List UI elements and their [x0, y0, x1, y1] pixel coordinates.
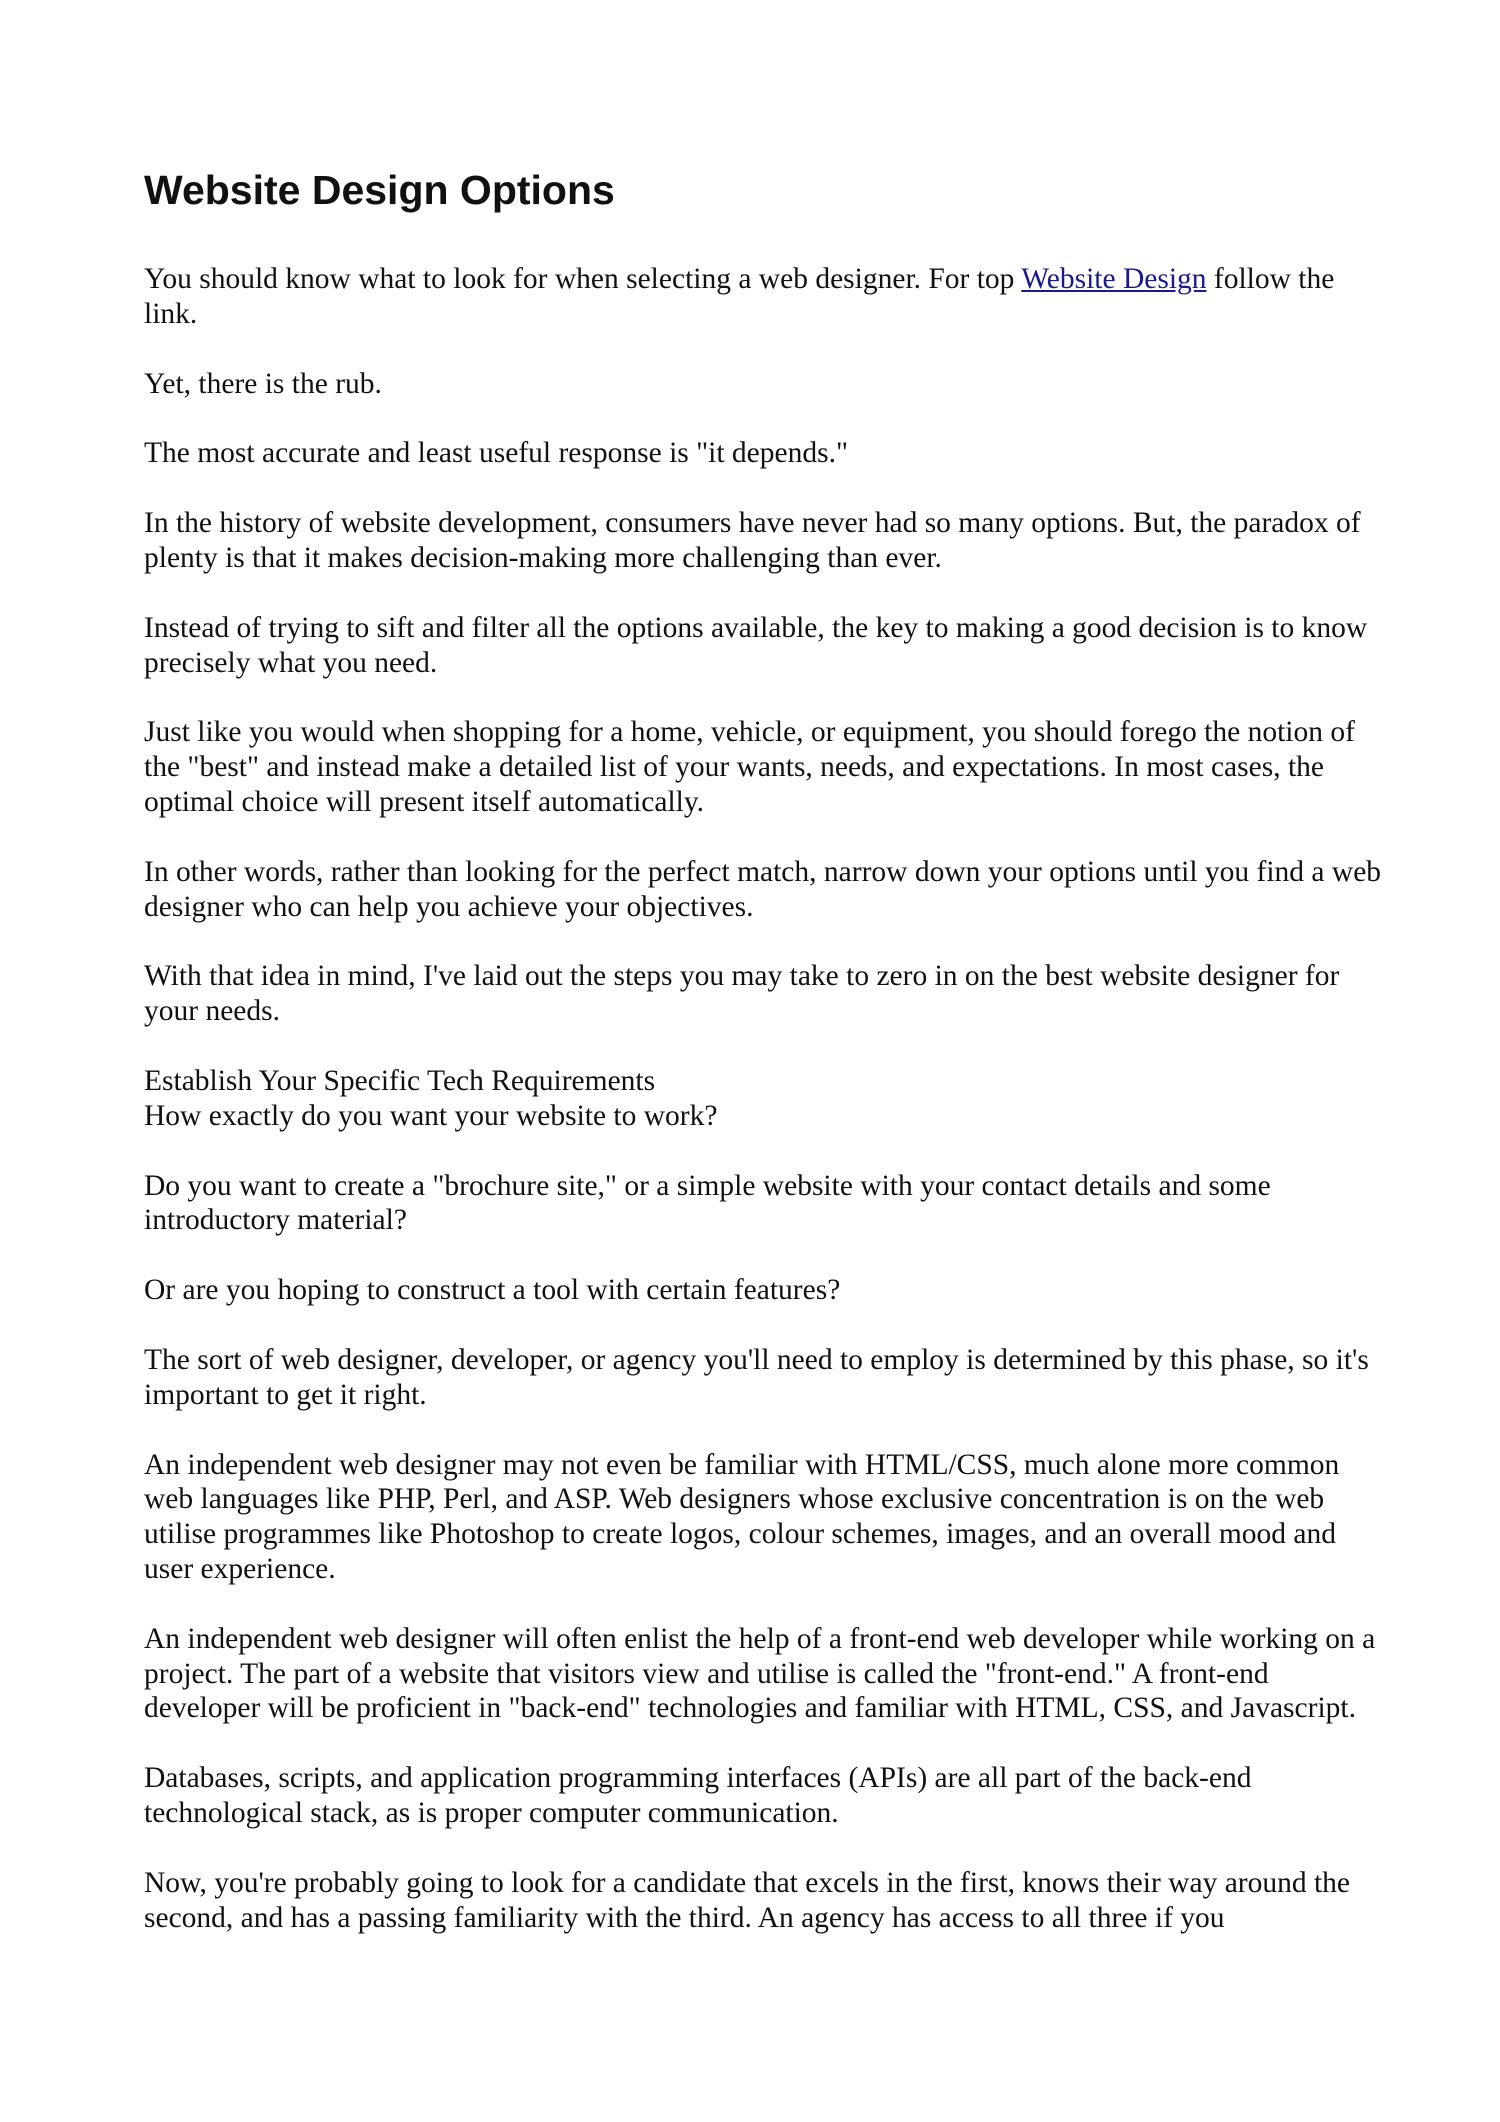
paragraph: An independent web designer will often enlist the help of a front-end web developer while working on a project. The part of a website that visitors view and utilise is called the "front-end." A front-end developer will be proficient in "back-end" technologies and familiar with HTML, CSS, and Javascript. [144, 1622, 1376, 1725]
paragraph: Just like you would when shopping for a home, vehicle, or equipment, you should forego the notion of the "best" and instead make a detailed list of your wants, needs, and expectations. In most cases, the optimal choice will present itself automatically. [144, 716, 1355, 819]
document-body [144, 168, 1384, 1970]
website-design-link[interactable]: Website Design [1021, 263, 1207, 296]
section-heading: Establish Your Specific Tech Requirements [144, 1065, 656, 1098]
paragraph: Now, you're probably going to look for a candidate that excels in the first, knows their way around the second, and has a passing familiarity with the third. An agency has access to all three if you [144, 1866, 1351, 1934]
paragraph: Do you want to create a "brochure site," or a simple website with your contact details and some introductory material? [144, 1169, 1271, 1237]
paragraph: In other words, rather than looking for the perfect match, narrow down your options until you find a web designer who can help you achieve your objectives. [144, 855, 1382, 923]
paragraph: An independent web designer may not even be familiar with HTML/CSS, much alone more common web languages like PHP, Perl, and ASP. Web designers whose exclusive concentration is on the web utilise programmes like Photoshop to create logos, colour schemes, images, and an overall mood and user experience. [144, 1448, 1340, 1586]
paragraph: The sort of web designer, developer, or agency you'll need to employ is determined by this phase, so it's important to get it right. [144, 1344, 1369, 1411]
intro-paragraph [144, 262, 1384, 332]
paragraph: Instead of trying to sift and filter all the options available, the key to making a good decision is to know precisely what you need. [144, 611, 1368, 679]
paragraph: Or are you hoping to construct a tool with certain features? [144, 1274, 841, 1307]
paragraph: With that idea in mind, I've laid out the steps you may take to zero in on the best website designer for your needs. [144, 960, 1340, 1028]
section-block [144, 1064, 1384, 1134]
intro-text-before-link: You should know what to look for when selecting a web designer. For top [144, 263, 1022, 296]
paragraph: Yet, there is the rub. [144, 367, 382, 400]
paragraph: Databases, scripts, and application programming interfaces (APIs) are all part of the back-end technological stack, as is proper computer communication. [144, 1762, 1252, 1829]
paragraph: The most accurate and least useful response is "it depends." [144, 437, 849, 470]
page-title: Website Design Options [144, 167, 615, 213]
intro-text-after-link: follow the link. [144, 263, 1335, 330]
paragraph: In the history of website development, consumers have never had so many options. But, the paradox of plenty is that it makes decision-making more challenging than ever. [144, 507, 1361, 575]
section-question: How exactly do you want your website to work? [144, 1099, 718, 1132]
